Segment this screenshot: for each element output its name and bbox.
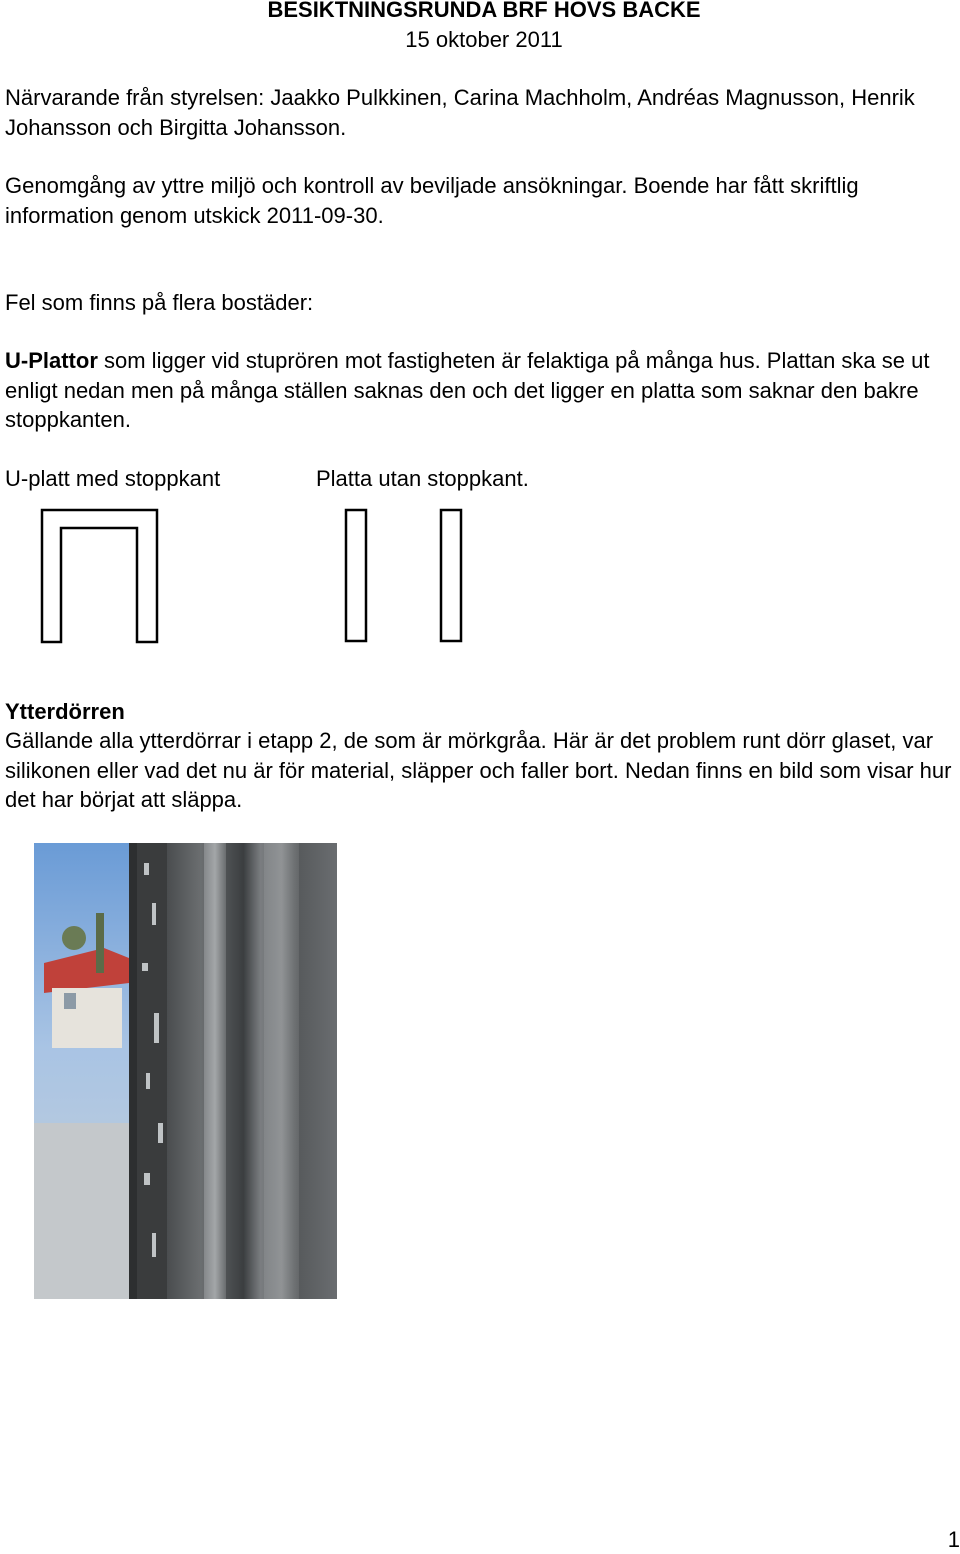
document-title: BESIKTNINGSRUNDA BRF HOVS BACKE <box>267 0 701 22</box>
ytterdorren-paragraph: Gällande alla ytterdörrar i etapp 2, de som är mörkgråa. Här är det problem runt dörr glaset, var silikonen eller vad det nu är för material, släpper och faller bort. Nedan finns en bild som visar hur det har börjat att släppa. <box>5 728 952 812</box>
figure-label-without-stopedge: Platta utan stoppkant. <box>316 466 529 491</box>
tile-without-stopedge-diagram <box>346 510 461 641</box>
u-tile-with-stopedge-diagram <box>42 510 157 642</box>
figure-label-with-stopedge: U-platt med stoppkant <box>5 466 221 491</box>
uplattor-term: U-Plattor <box>5 348 98 373</box>
uplattor-paragraph <box>5 346 955 435</box>
door-glass-photo <box>34 843 337 1299</box>
intro-paragraph: Genomgång av yttre miljö och kontroll av beviljade ansökningar. Boende har fått skriftlig information genom utskick 2011-09-30. <box>5 173 859 228</box>
uplattor-text: som ligger vid stuprören mot fastigheten är felaktiga på många hus. Plattan ska se ut enligt nedan men på många ställen saknas den och det ligger en platta som saknar den bakre stoppkanten. <box>5 348 930 432</box>
tile-diagrams <box>0 500 520 650</box>
ytterdorren-heading-text: Ytterdörren <box>5 699 125 724</box>
faults-heading: Fel som finns på flera bostäder: <box>5 290 314 315</box>
document-date: 15 oktober 2011 <box>405 27 563 52</box>
ytterdorren-heading <box>5 697 955 727</box>
page-number: 1 <box>947 1527 960 1552</box>
attendees-paragraph: Närvarande från styrelsen: Jaakko Pulkkinen, Carina Machholm, Andréas Magnusson, Henrik Johansson och Birgitta Johansson. <box>5 85 915 140</box>
